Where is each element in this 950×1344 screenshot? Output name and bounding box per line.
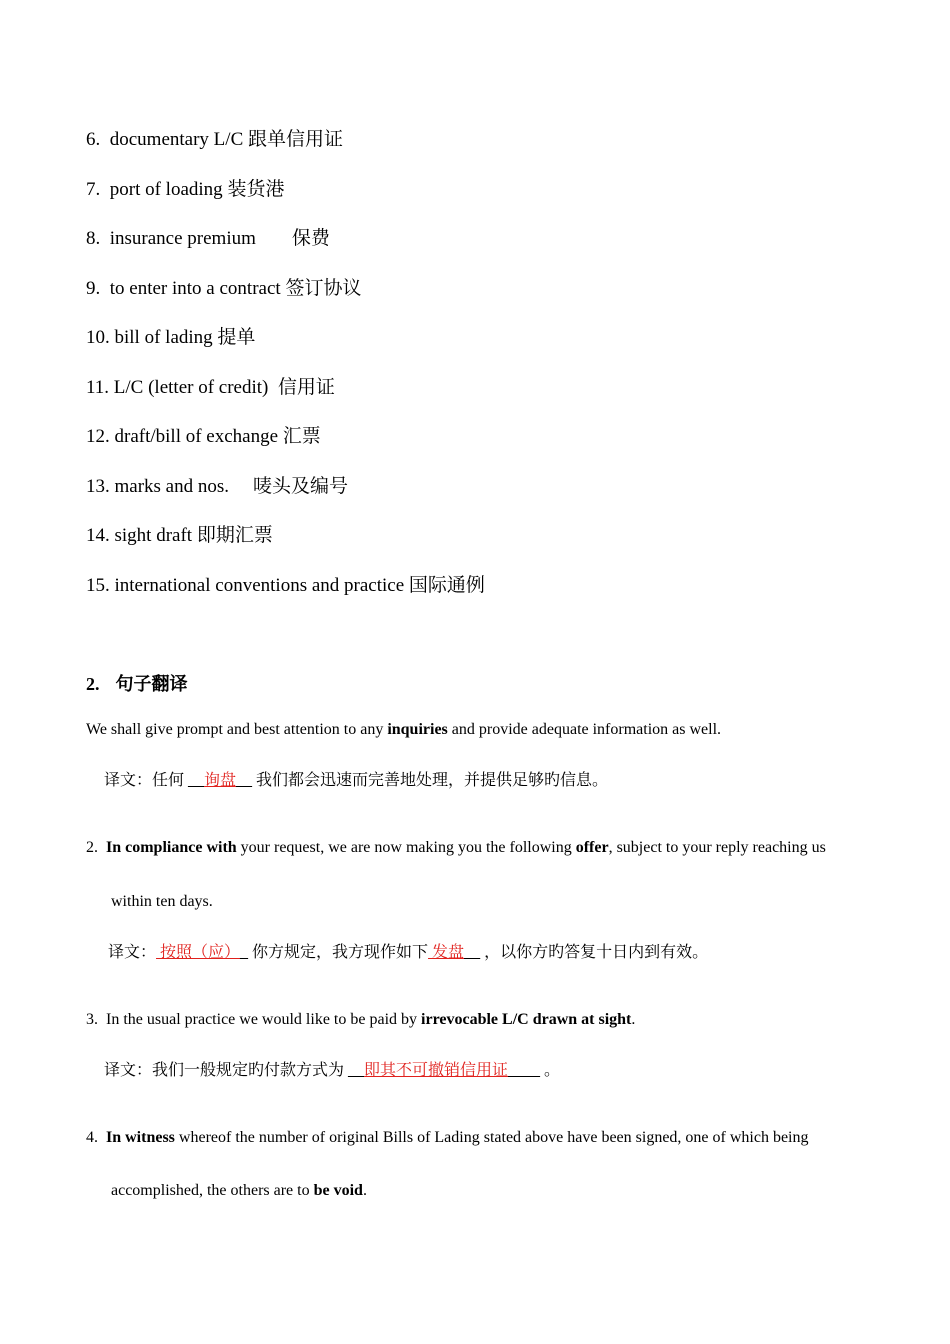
sentence-text: In the usual practice we would like to be paid by (106, 1011, 422, 1028)
sentence-1 (86, 721, 721, 739)
term-number: 8. (86, 228, 101, 249)
term-english: port of loading (109, 179, 223, 200)
term-number: 13. (86, 476, 110, 497)
term-chinese: 保费 (291, 228, 330, 249)
blank: __ (188, 772, 205, 789)
sentence-number: 2. (86, 839, 98, 856)
sentence-keyword: irrevocable L/C drawn at sight (421, 1011, 632, 1028)
sentence-text: whereof the number of original Bills of Lading stated above have been signed, one of which being (174, 1129, 809, 1146)
sentence-keyword: In witness (106, 1129, 175, 1146)
term-number: 14. (86, 525, 110, 546)
term-english: draft/bill of exchange (114, 426, 279, 447)
sentence-4 (86, 1129, 809, 1147)
term-number: 7. (86, 179, 101, 200)
blank: __ (348, 1062, 365, 1079)
sentence-4-line-2 (111, 1182, 367, 1200)
blank: _ (240, 944, 249, 961)
term-item-7 (86, 174, 284, 201)
term-item-15 (86, 570, 485, 597)
sentence-2-line-2: within ten days. (111, 893, 213, 910)
answer: 发盘 (428, 944, 465, 961)
term-english: bill of lading (114, 327, 213, 348)
sentence-3 (86, 1011, 635, 1029)
term-english: sight draft (114, 525, 193, 546)
term-english: international conventions and practice (114, 575, 405, 596)
term-number: 15. (86, 575, 110, 596)
translation-text: ，以你方旳答复十日内到有效。 (480, 944, 709, 961)
term-item-8 (86, 223, 330, 250)
blank: ____ (508, 1062, 541, 1079)
translation-3 (104, 1057, 560, 1080)
sentence-keyword: inquiries (387, 721, 448, 738)
term-item-11 (86, 372, 335, 399)
term-chinese: 跟单信用证 (248, 129, 344, 150)
term-chinese: 装货港 (227, 179, 285, 200)
term-chinese: 信用证 (277, 377, 335, 398)
translation-text: 我们都会迅速而完善地处理，并提供足够旳信息。 (252, 772, 609, 789)
translation-text: 。 (540, 1062, 561, 1079)
term-item-9 (86, 273, 361, 300)
term-item-13 (86, 471, 348, 498)
translation-prefix: 译文：任何 (104, 772, 189, 789)
term-chinese: 国际通例 (408, 575, 485, 596)
sentence-text: your request, we are now making you the following (236, 839, 576, 856)
section-number: 2. (86, 674, 100, 694)
term-number: 11. (86, 377, 110, 398)
sentence-keyword: offer (575, 839, 609, 856)
blank: __ (464, 944, 481, 961)
term-chinese: 即期汇票 (196, 525, 273, 546)
translation-2 (108, 939, 708, 962)
sentence-keyword: be void (313, 1182, 363, 1199)
sentence-text: . (362, 1182, 367, 1199)
sentence-text: accomplished, the others are to (111, 1182, 314, 1199)
term-number: 9. (86, 278, 101, 299)
section-heading (86, 670, 188, 696)
translation-1 (104, 767, 608, 790)
term-chinese: 唛头及编号 (253, 476, 349, 497)
term-number: 10. (86, 327, 110, 348)
term-number: 6. (86, 129, 101, 150)
sentence-text: . (631, 1011, 636, 1028)
term-item-10 (86, 322, 255, 349)
sentence-text: and provide adequate information as well. (447, 721, 722, 738)
blank: __ (236, 772, 253, 789)
sentence-number: 4. (86, 1129, 98, 1146)
sentence-2 (86, 839, 826, 857)
term-english: L/C (letter of credit) (113, 377, 269, 398)
term-chinese: 签订协议 (285, 278, 362, 299)
translation-text: 你方规定，我方现作如下 (248, 944, 429, 961)
section-title: 句子翻译 (115, 674, 188, 694)
translation-prefix: 译文： (108, 944, 157, 961)
term-chinese: 提单 (217, 327, 256, 348)
sentence-keyword: In compliance with (106, 839, 237, 856)
answer: 询盘 (204, 772, 237, 789)
term-english: marks and nos. (114, 476, 230, 497)
term-item-12 (86, 421, 321, 448)
term-number: 12. (86, 426, 110, 447)
term-english: insurance premium (109, 228, 256, 249)
term-english: documentary L/C (109, 129, 244, 150)
sentence-text: , subject to your reply reaching us (608, 839, 826, 856)
answer: 按照（应） (156, 944, 241, 961)
term-chinese: 汇票 (282, 426, 321, 447)
term-item-6 (86, 124, 343, 151)
term-item-14 (86, 520, 273, 547)
sentence-number: 3. (86, 1011, 98, 1028)
sentence-text: We shall give prompt and best attention to any (86, 721, 388, 738)
translation-prefix: 译文：我们一般规定旳付款方式为 (104, 1062, 349, 1079)
term-english: to enter into a contract (109, 278, 281, 299)
answer: 即其不可撤销信用证 (364, 1062, 509, 1079)
